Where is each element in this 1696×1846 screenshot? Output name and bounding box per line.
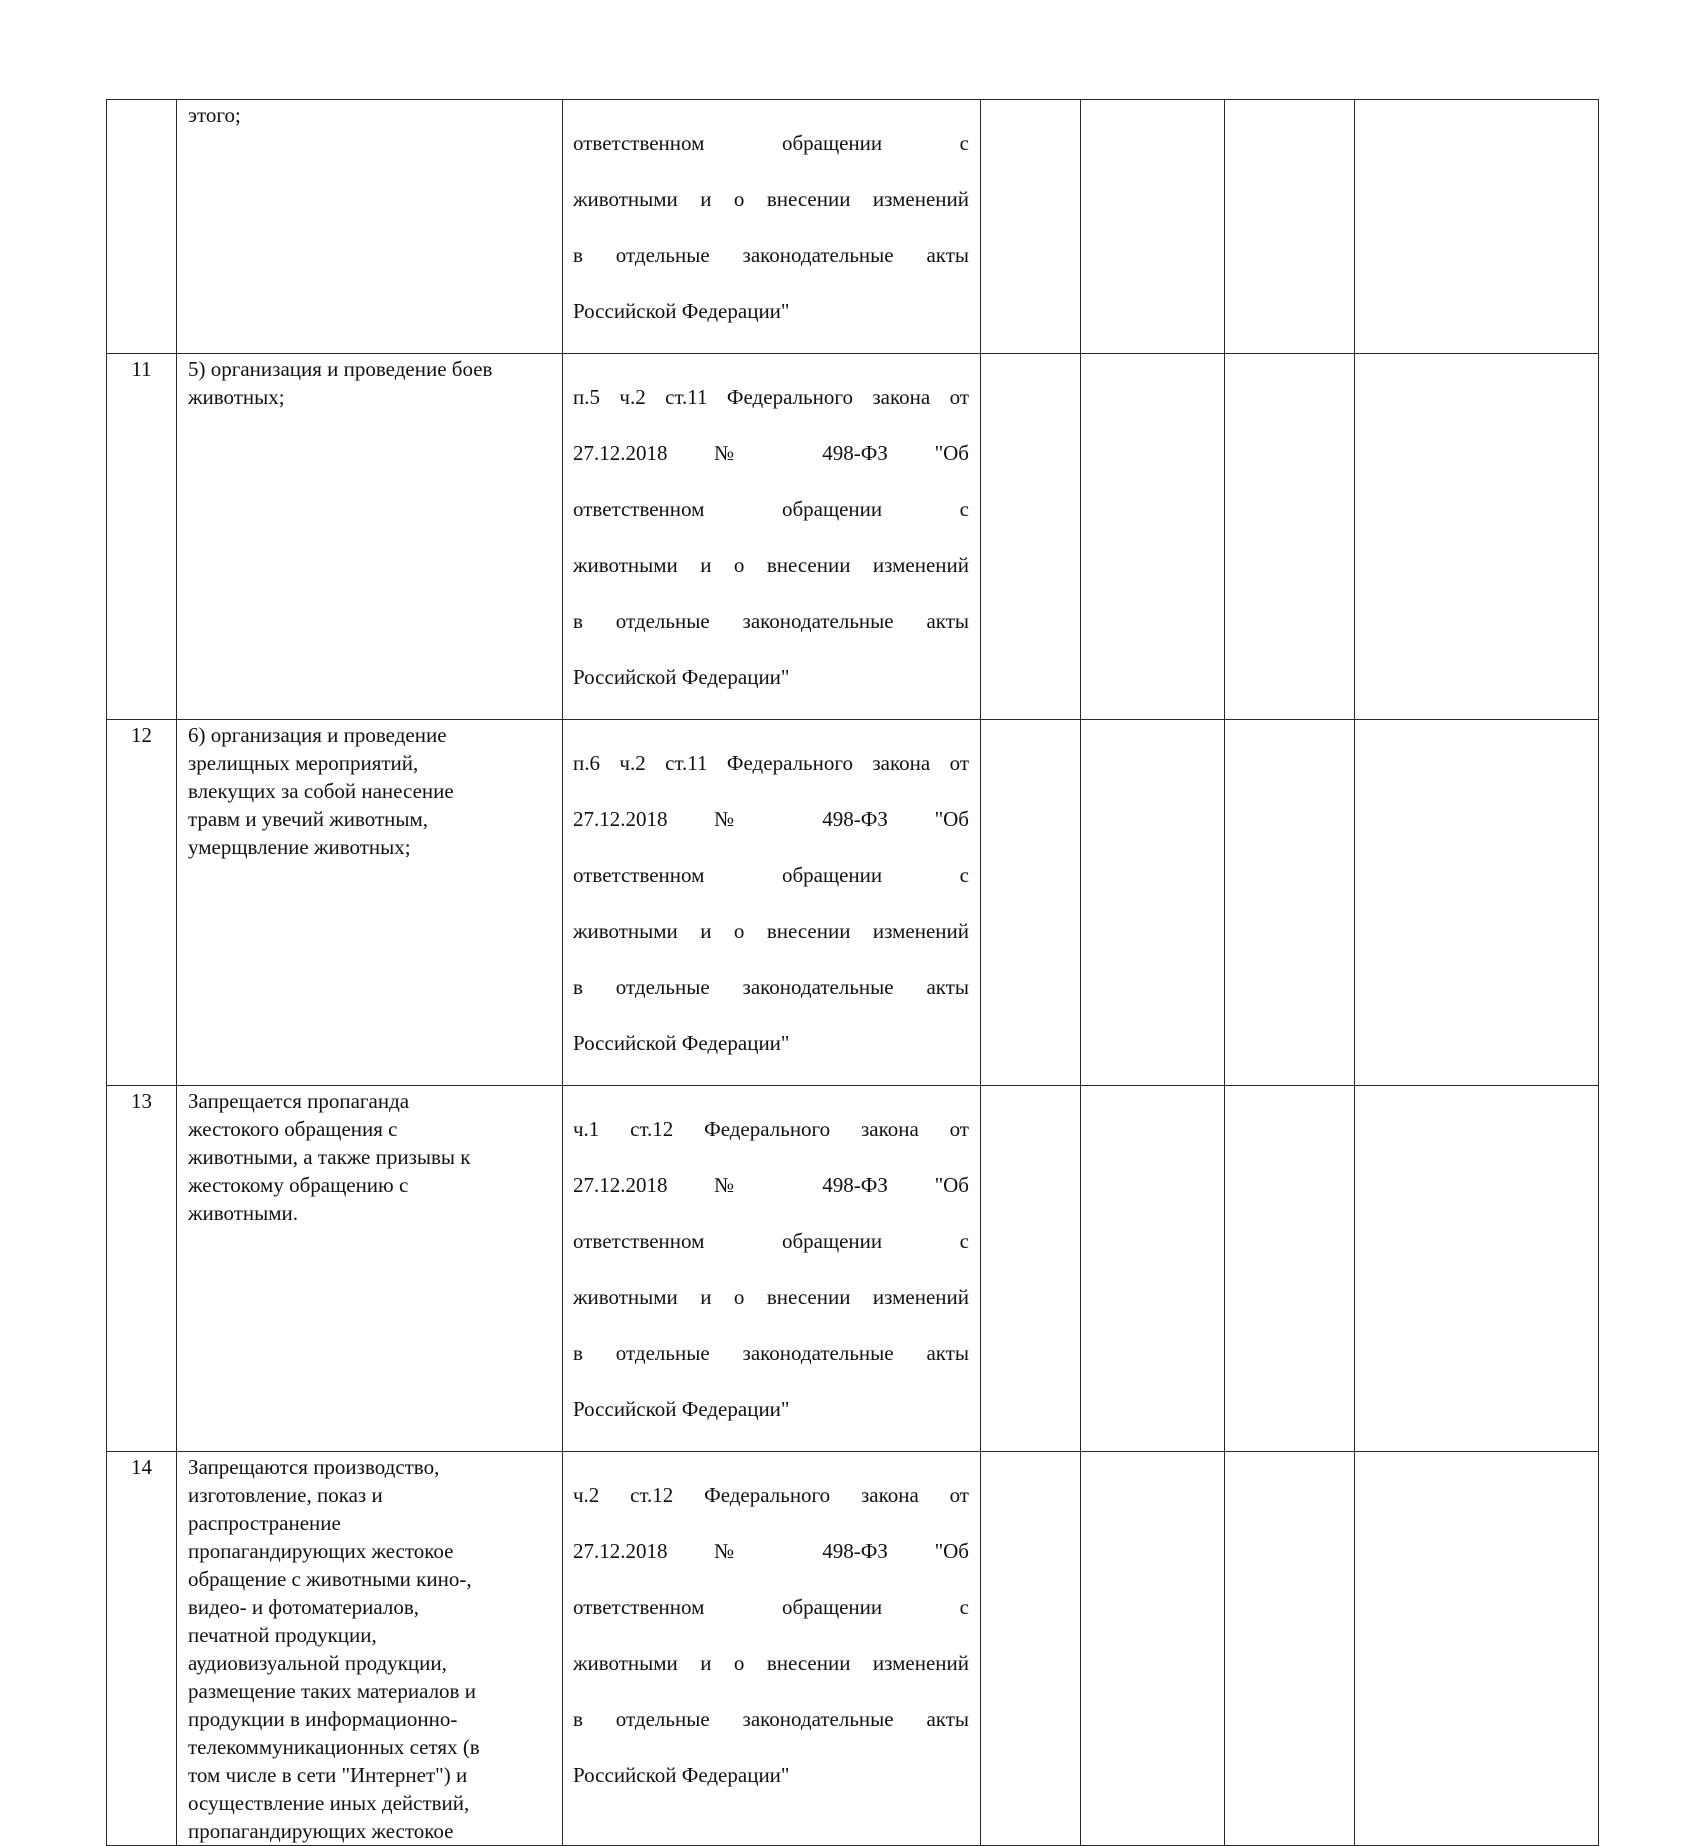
requirement-line: изготовление, показ и [188, 1483, 383, 1507]
reference-line: животными и о внесении изменений [573, 553, 969, 577]
requirement-line: жестокому обращению с [188, 1173, 409, 1197]
empty-cell [1081, 1086, 1225, 1452]
reference-line: ч.2 ст.12 Федерального закона от [573, 1483, 969, 1507]
row-number-cell [107, 354, 177, 720]
requirement-cell [177, 1086, 563, 1452]
reference-line: ответственном обращении с [573, 131, 969, 155]
reference-line: Российской Федерации" [573, 665, 790, 689]
requirement-line: распространение [188, 1511, 341, 1535]
empty-cell [981, 100, 1081, 354]
empty-cell [1081, 720, 1225, 1086]
reference-line: 27.12.2018 № 498-ФЗ "Об [573, 441, 969, 465]
reference-line: в отдельные законодательные акты [573, 609, 969, 633]
empty-cell [1355, 1452, 1599, 1846]
requirement-line: этого; [188, 103, 241, 127]
requirement-line: обращение с животными кино-, [188, 1567, 472, 1591]
requirement-line: умерщвление животных; [188, 835, 411, 859]
empty-cell [1355, 720, 1599, 1086]
requirement-line: пропагандирующих жестокое [188, 1539, 454, 1563]
reference-line: Российской Федерации" [573, 1763, 790, 1787]
row-number-cell [107, 100, 177, 354]
row-number-cell [107, 720, 177, 1086]
requirement-line: аудиовизуальной продукции, [188, 1651, 447, 1675]
empty-cell [1225, 1086, 1355, 1452]
requirement-line: 5) организация и проведение боев [188, 357, 493, 381]
row-number: 14 [131, 1455, 152, 1479]
requirement-cell [177, 720, 563, 1086]
table-row [107, 354, 1599, 720]
empty-cell [1225, 1452, 1355, 1846]
reference-line: животными и о внесении изменений [573, 1651, 969, 1675]
reference-line: ответственном обращении с [573, 497, 969, 521]
requirement-line: зрелищных мероприятий, [188, 751, 419, 775]
requirement-line: Запрещаются производство, [188, 1455, 440, 1479]
legal-reference-cell [563, 100, 981, 354]
legal-reference-cell [563, 1452, 981, 1846]
empty-cell [981, 1086, 1081, 1452]
empty-cell [1355, 1086, 1599, 1452]
requirement-line: влекущих за собой нанесение [188, 779, 454, 803]
requirement-line: животными. [188, 1201, 299, 1225]
empty-cell [981, 1452, 1081, 1846]
requirement-line: пропагандирующих жестокое [188, 1819, 454, 1843]
row-number-cell [107, 1452, 177, 1846]
empty-cell [981, 720, 1081, 1086]
empty-cell [1225, 720, 1355, 1086]
empty-cell [1355, 100, 1599, 354]
reference-line: в отдельные законодательные акты [573, 243, 969, 267]
reference-line: 27.12.2018 № 498-ФЗ "Об [573, 1539, 969, 1563]
reference-line: в отдельные законодательные акты [573, 1707, 969, 1731]
empty-cell [1355, 354, 1599, 720]
requirements-table [106, 99, 1599, 1846]
legal-reference-cell [563, 354, 981, 720]
reference-line: Российской Федерации" [573, 1397, 790, 1421]
requirement-line: печатной продукции, [188, 1623, 377, 1647]
reference-line: животными и о внесении изменений [573, 919, 969, 943]
requirement-line: видео- и фотоматериалов, [188, 1595, 420, 1619]
empty-cell [1225, 354, 1355, 720]
requirement-line: том числе в сети "Интернет") и [188, 1763, 468, 1787]
table-row [107, 1452, 1599, 1846]
requirement-line: животными, а также призывы к [188, 1145, 471, 1169]
empty-cell [1225, 100, 1355, 354]
reference-line: ч.1 ст.12 Федерального закона от [573, 1117, 969, 1141]
reference-line: в отдельные законодательные акты [573, 975, 969, 999]
requirement-line: телекоммуникационных сетях (в [188, 1735, 480, 1759]
row-number: 13 [131, 1089, 152, 1113]
reference-line: животными и о внесении изменений [573, 187, 969, 211]
reference-line: ответственном обращении с [573, 1229, 969, 1253]
table-row [107, 720, 1599, 1086]
requirement-line: осуществление иных действий, [188, 1791, 470, 1815]
requirement-cell [177, 100, 563, 354]
empty-cell [1081, 100, 1225, 354]
reference-line: п.5 ч.2 ст.11 Федерального закона от [573, 385, 969, 409]
reference-line: ответственном обращении с [573, 863, 969, 887]
empty-cell [1081, 1452, 1225, 1846]
reference-line: 27.12.2018 № 498-ФЗ "Об [573, 1173, 969, 1197]
reference-line: Российской Федерации" [573, 1031, 790, 1055]
requirement-line: размещение таких материалов и [188, 1679, 476, 1703]
requirement-line: продукции в информационно- [188, 1707, 458, 1731]
empty-cell [981, 354, 1081, 720]
requirement-line: жестокого обращения с [188, 1117, 398, 1141]
reference-line: п.6 ч.2 ст.11 Федерального закона от [573, 751, 969, 775]
requirement-cell [177, 354, 563, 720]
reference-line: ответственном обращении с [573, 1595, 969, 1619]
legal-reference-cell [563, 720, 981, 1086]
row-number: 11 [131, 357, 152, 381]
table-body [107, 100, 1599, 1846]
row-number: 12 [131, 723, 152, 747]
requirement-cell [177, 1452, 563, 1846]
requirement-line: травм и увечий животным, [188, 807, 429, 831]
reference-line: животными и о внесении изменений [573, 1285, 969, 1309]
table-row [107, 100, 1599, 354]
empty-cell [1081, 354, 1225, 720]
table-row [107, 1086, 1599, 1452]
requirement-line: Запрещается пропаганда [188, 1089, 410, 1113]
legal-reference-cell [563, 1086, 981, 1452]
reference-line: 27.12.2018 № 498-ФЗ "Об [573, 807, 969, 831]
row-number-cell [107, 1086, 177, 1452]
requirement-line: 6) организация и проведение [188, 723, 447, 747]
reference-line: Российской Федерации" [573, 299, 790, 323]
requirement-line: животных; [188, 385, 285, 409]
reference-line: в отдельные законодательные акты [573, 1341, 969, 1365]
